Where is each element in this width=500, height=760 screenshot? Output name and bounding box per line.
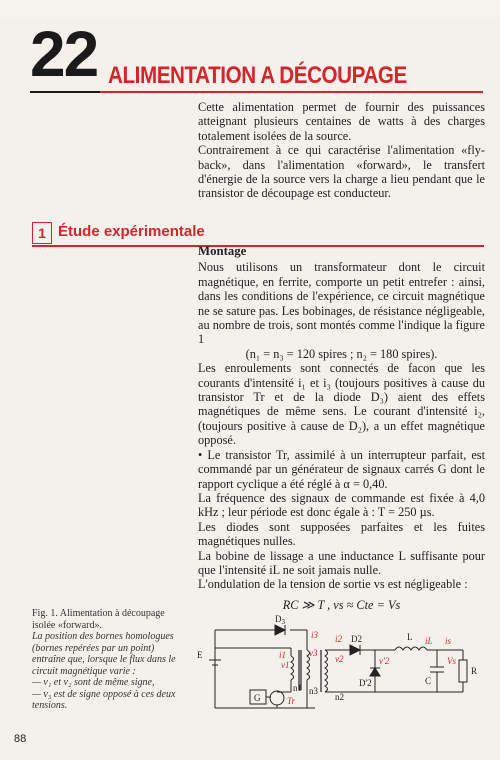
caption-title: Fig. 1. Alimentation à découpage isolée «forward». xyxy=(32,608,165,631)
chapter-number: 22 xyxy=(30,18,98,90)
inductor-l xyxy=(395,647,427,650)
section-heading xyxy=(32,222,484,246)
diode-d3 xyxy=(275,625,285,635)
intro-paragraph-1: Cette alimentation permet de fournir des puissances atteignant plusieurs centaines de watts à des charges totalement isolées de la source. xyxy=(198,100,485,143)
body-paragraph-3: • Le transistor Tr, assimilé à un interrupteur parfait, est commandé par un générateur de signaux carrés G dont le rapport cyclique a été réglé à α = 0,40. xyxy=(198,447,485,491)
chapter-rule xyxy=(100,91,483,93)
body-paragraph-7: L'ondulation de la tension de sortie vs est négligeable : xyxy=(198,577,468,592)
diode-d2 xyxy=(350,645,360,655)
caption-text-3: — v₃ est de signe opposé à ces deux tensions. xyxy=(32,688,176,711)
body-turns-formula: (n₁ = n₃ = 120 spires ; n₂ = 180 spires). xyxy=(245,346,438,361)
intro-paragraph-2: Contrairement à ce qui caractérise l'alimentation «fly-back», dans l'alimentation «forward», le transfert d'énergie de la source vers la charge a lieu pendant que le transistor de découpage est conducteur. xyxy=(198,143,485,201)
label-vs: Vs xyxy=(447,656,456,666)
label-v1: v1 xyxy=(281,660,290,670)
label-v2-prime: v'2 xyxy=(379,656,390,666)
body-column xyxy=(198,244,485,612)
label-g: G xyxy=(254,693,261,703)
label-l: L xyxy=(407,632,413,642)
intro-text xyxy=(198,100,485,201)
label-d2: D2 xyxy=(351,634,362,644)
label-n3: n3 xyxy=(309,686,318,696)
label-n2: n2 xyxy=(335,692,344,702)
chapter-rule-left xyxy=(30,91,100,93)
caption-text-1: La position des bornes homologues (bornes repérées par un point) entraîne que, lorsque le flux dans le circuit magnétique varie : xyxy=(32,631,176,677)
label-c: C xyxy=(425,676,432,686)
diode-d2-prime xyxy=(370,668,380,676)
coil-n2 xyxy=(325,650,328,692)
body-paragraph-2: Les enroulements sont connectés de facon que les courants d'intensité i₁ et i₃ (toujours positives à cause du transistor Tr et de la diode D₃) aient des effets magnétiques de même sens. Le courant d'intensité i₂, (toujours positive à cause de D₂), a un effet magnétique opposé. xyxy=(198,361,485,448)
label-i3: i3 xyxy=(311,630,319,640)
label-il: iL xyxy=(425,636,433,646)
label-tr: Tr xyxy=(287,696,296,706)
body-paragraph-4: La fréquence des signaux de commande est fixée à 4,0 kHz ; leur période est donc égale à : T = 250 µs. xyxy=(198,490,485,520)
caption-text-2: — v₁ et v₂ sont de même signe, xyxy=(32,677,155,688)
figure-caption xyxy=(32,608,187,712)
label-v2: v2 xyxy=(335,654,344,664)
body-output-formula: RC ≫ T , vs ≈ Cte = Vs xyxy=(282,597,401,612)
body-paragraph-5: Les diodes sont supposées parfaites et les fuites magnétiques nulles. xyxy=(198,519,485,549)
label-i2: i2 xyxy=(335,634,343,644)
resistor-r xyxy=(459,660,467,682)
page-number: 88 xyxy=(14,733,27,745)
label-r: R xyxy=(471,666,478,676)
coil-n1 xyxy=(291,656,294,680)
label-d2-prime: D'2 xyxy=(359,678,372,688)
label-n1: n1 xyxy=(293,683,302,693)
transistor-tr xyxy=(270,691,284,705)
subhead-montage: Montage xyxy=(198,244,247,258)
label-v3: v3 xyxy=(309,648,318,658)
chapter-title: ALIMENTATION A DÉCOUPAGE xyxy=(108,62,407,89)
section-number: 1 xyxy=(32,222,52,244)
label-i1: i1 xyxy=(279,650,287,660)
label-e: E xyxy=(197,650,203,660)
section-title: Étude expérimentale xyxy=(58,223,205,240)
label-d3: $D_3$ xyxy=(275,614,285,626)
label-is: is xyxy=(445,636,452,646)
top-band xyxy=(0,0,500,18)
circuit-diagram xyxy=(195,612,485,724)
body-paragraph-6: La bobine de lissage a une inductance L suffisante pour que l'intensité iL ne soit jamais nulle. xyxy=(198,548,485,577)
body-paragraph-1: Nous utilisons un transformateur dont le circuit magnétique, en ferrite, comporte un petit entrefer : ainsi, dans les conditions de l'expérience, ce circuit magnétique ne se sature pas. Les bobinages, de résistance négligeable, au nombre de trois, sont montés comme l'indique la figure 1 xyxy=(198,260,485,347)
